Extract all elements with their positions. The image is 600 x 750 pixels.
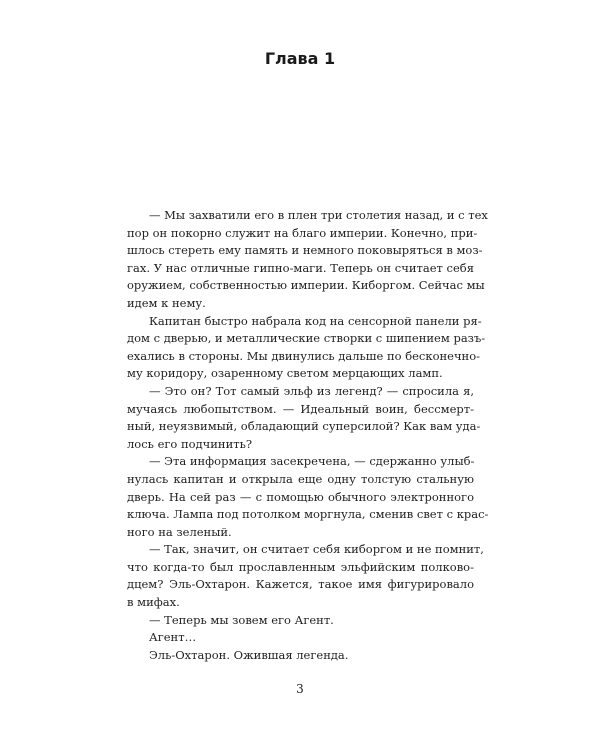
text-line: — Эта информация засекречена, — сдержанно улыб- [149, 454, 475, 469]
text-line: Агент… [149, 630, 197, 645]
text-line: дцем? Эль-Охтарон. Кажется, такое имя фигурировало [127, 577, 474, 592]
text-line: Эль-Охтарон. Ожившая легенда. [149, 647, 349, 662]
text-line: идем к нему. [127, 295, 206, 310]
text-line: пор он покорно служит на благо империи. Конечно, при- [127, 225, 478, 240]
text-line: оружием, собственностью империи. Киборгом. Сейчас мы [127, 278, 485, 293]
text-line: дом с дверью, и металлические створки с шипением разъ- [127, 331, 486, 346]
text-line: ного на зеленый. [127, 524, 232, 539]
text-line: — Так, значит, он считает себя киборгом и не помнит, [149, 542, 484, 557]
text-line: гах. У нас отличные гипно-маги. Теперь он считает себя [127, 260, 474, 275]
body-text [127, 207, 489, 664]
paragraph [127, 541, 484, 611]
paragraph [127, 313, 486, 383]
paragraph [127, 647, 474, 665]
text-line: — Мы захватили его в плен три столетия назад, и с тех [149, 208, 488, 222]
text-line: — Это он? Тот самый эльф из легенд? — спросила я, [149, 383, 474, 398]
paragraph [127, 453, 489, 541]
chapter-title: Глава 1 [264, 49, 336, 68]
text-line: мучаясь любопытством. — Идеальный воин, бессмерт- [127, 401, 474, 416]
page-number: 3 [296, 682, 304, 696]
text-line: ключа. Лампа под потолком моргнула, сменив свет с крас- [127, 507, 489, 522]
paragraph [127, 383, 481, 453]
text-line: ный, неуязвимый, обладающий суперсилой? Как вам уда- [127, 419, 481, 434]
text-line: ехались в стороны. Мы двинулись дальше по бесконечно- [127, 348, 481, 363]
text-line: нулась капитан и открыла еще одну толстую стальную [127, 471, 474, 486]
text-line: в мифах. [127, 595, 180, 610]
text-line: лось его подчинить? [127, 436, 253, 451]
paragraph [127, 629, 474, 647]
text-line: шлось стереть ему память и немного поковыряться в моз- [127, 243, 483, 258]
text-line: дверь. На сей раз — с помощью обычного электронного [127, 489, 474, 504]
text-line: что когда-то был прославленным эльфийским полково- [127, 559, 474, 574]
paragraph [127, 612, 474, 630]
paragraph [127, 207, 488, 313]
text-line: му коридору, озаренному светом мерцающих ламп. [127, 366, 443, 381]
text-line: — Теперь мы зовем его Агент. [149, 612, 334, 627]
text-line: Капитан быстро набрала код на сенсорной панели ря- [149, 313, 482, 328]
